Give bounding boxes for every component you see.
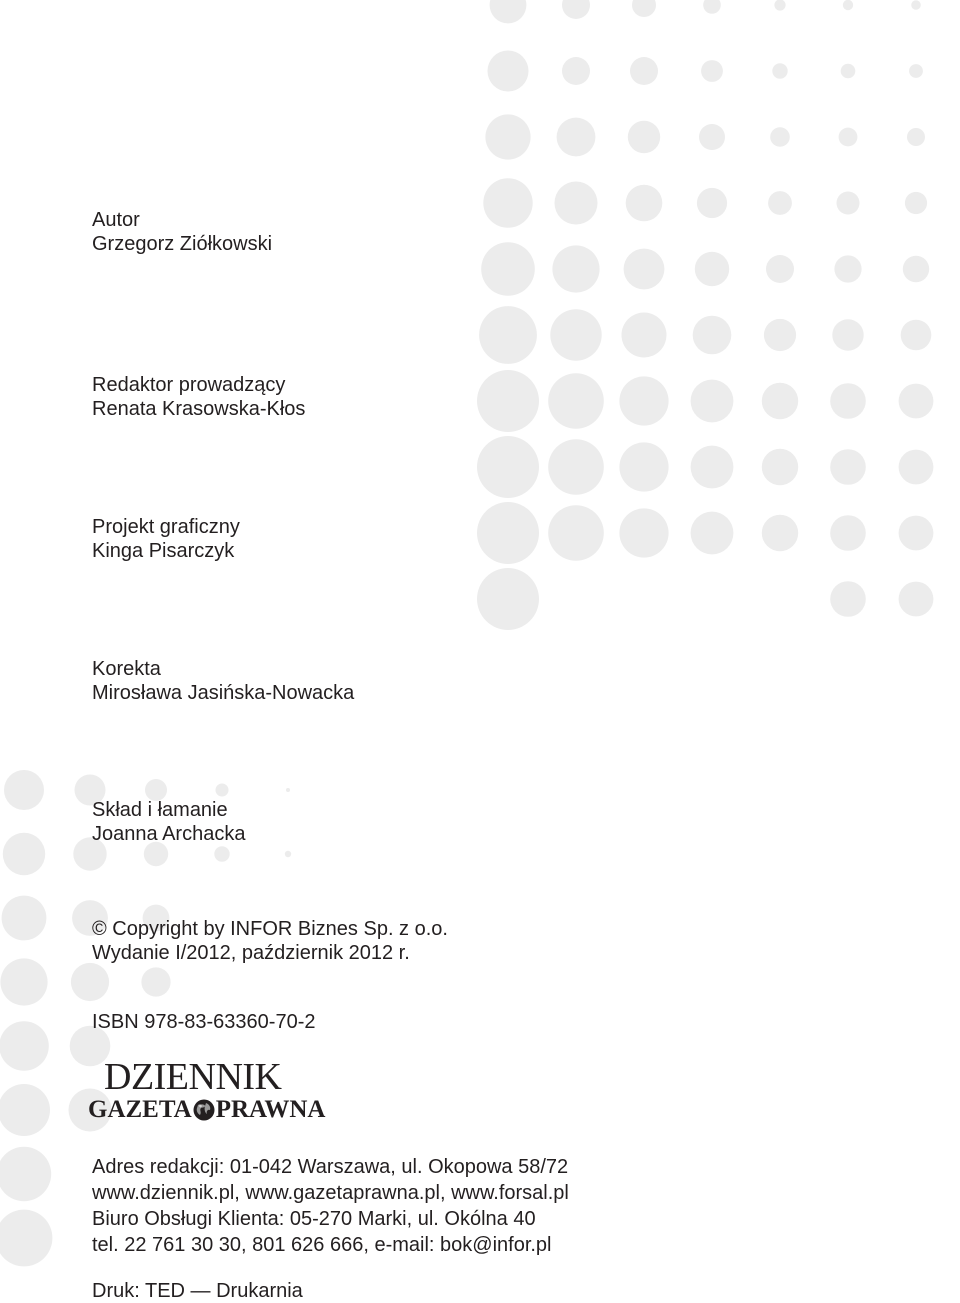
decorative-dot xyxy=(477,370,539,432)
publisher-logo xyxy=(88,1058,325,1124)
decorative-dot xyxy=(630,57,658,85)
decorative-dot xyxy=(555,182,598,225)
proofreading-name: Mirosława Jasińska-Nowacka xyxy=(92,682,355,704)
decorative-dot xyxy=(285,851,291,857)
decorative-dot xyxy=(632,0,656,17)
edition-info: Wydanie I/2012, październik 2012 r. xyxy=(92,942,410,964)
decorative-dot xyxy=(622,313,667,358)
decorative-dot xyxy=(843,0,853,10)
decorative-dot xyxy=(286,788,290,792)
decorative-dot xyxy=(562,57,590,85)
decorative-dot xyxy=(548,373,604,429)
decorative-dot xyxy=(562,0,590,19)
graphic-design-label: Projekt graficzny xyxy=(92,516,240,538)
decorative-dot xyxy=(477,436,539,498)
decorative-dot xyxy=(216,784,229,797)
decorative-dot xyxy=(830,449,866,485)
decorative-dot xyxy=(774,0,785,11)
decorative-dot xyxy=(485,114,530,159)
decorative-dot xyxy=(703,0,721,14)
websites: www.dziennik.pl, www.gazetaprawna.pl, www.forsal.pl xyxy=(92,1182,569,1204)
decorative-dot xyxy=(626,185,663,222)
isbn: ISBN 978-83-63360-70-2 xyxy=(92,1011,316,1033)
decorative-dot xyxy=(837,192,860,215)
typesetting-name: Joanna Archacka xyxy=(92,823,246,845)
author-name: Grzegorz Ziółkowski xyxy=(92,233,273,255)
decorative-dot xyxy=(548,505,604,561)
decorative-dot xyxy=(905,192,927,214)
decorative-dot xyxy=(619,376,668,425)
decorative-dot xyxy=(839,128,858,147)
decorative-dot xyxy=(770,127,790,147)
decorative-dot xyxy=(214,846,229,861)
decorative-dot xyxy=(488,51,529,92)
decorative-dot xyxy=(691,380,734,423)
decorative-dot xyxy=(141,967,170,996)
decorative-dot xyxy=(481,242,535,296)
decorative-dot xyxy=(628,121,660,153)
decorative-dot xyxy=(701,60,723,82)
managing-editor-name: Renata Krasowska-Kłos xyxy=(92,398,306,420)
decorative-dot xyxy=(762,383,798,419)
typesetting-label: Skład i łamanie xyxy=(92,799,228,821)
author-label: Autor xyxy=(92,209,140,231)
decorative-dot xyxy=(830,515,866,551)
decorative-dot xyxy=(619,508,668,557)
logo-word-prawna: PRAWNA xyxy=(215,1096,326,1123)
decorative-dot xyxy=(909,64,923,78)
copyright-notice: © Copyright by INFOR Biznes Sp. z o.o. xyxy=(92,918,448,940)
decorative-dot xyxy=(2,896,47,941)
decorative-dot xyxy=(830,383,866,419)
decorative-dot xyxy=(557,118,596,157)
decorative-dot xyxy=(490,0,527,23)
decorative-dot xyxy=(899,450,934,485)
decorative-dot xyxy=(71,963,109,1001)
decorative-dot xyxy=(0,1147,51,1201)
managing-editor-label: Redaktor prowadzący xyxy=(92,374,286,396)
decorative-dot xyxy=(764,319,796,351)
decorative-dot xyxy=(548,439,604,495)
decorative-dot xyxy=(624,249,665,290)
graphic-design-name: Kinga Pisarczyk xyxy=(92,540,235,562)
logo-line-dziennik: DZIENNIK xyxy=(104,1056,282,1098)
decorative-dot xyxy=(762,449,798,485)
decorative-dot xyxy=(0,958,47,1005)
decorative-dot xyxy=(772,63,787,78)
logo-word-gazeta: GAZETA xyxy=(88,1096,192,1123)
decorative-dot xyxy=(899,582,934,617)
phone-email: tel. 22 761 30 30, 801 626 666, e-mail: bok@infor.pl xyxy=(92,1234,552,1256)
proofreading-label: Korekta xyxy=(92,658,161,680)
decorative-dot xyxy=(0,1084,50,1136)
decorative-dot xyxy=(911,0,921,10)
decorative-dot xyxy=(901,320,932,351)
decorative-dot xyxy=(693,316,732,355)
globe-icon xyxy=(193,1099,215,1121)
decorative-dot xyxy=(619,442,668,491)
editorial-address: Adres redakcji: 01-042 Warszawa, ul. Okopowa 58/72 xyxy=(92,1156,569,1178)
decorative-dot xyxy=(762,515,798,551)
decorative-dot xyxy=(768,191,792,215)
decorative-dot xyxy=(699,124,725,150)
decorative-dot xyxy=(841,64,856,79)
decorative-dot xyxy=(550,309,601,360)
decorative-dot xyxy=(477,568,539,630)
decorative-dot xyxy=(766,255,794,283)
decorative-dot xyxy=(697,188,727,218)
decorative-dot xyxy=(899,384,934,419)
decorative-dot xyxy=(483,178,532,227)
decorative-dot xyxy=(899,516,934,551)
decorative-dot xyxy=(695,252,729,286)
decorative-dot xyxy=(830,581,866,617)
decorative-dot xyxy=(691,512,734,555)
decorative-dot xyxy=(832,319,863,350)
decorative-dot xyxy=(552,245,599,292)
decorative-dot xyxy=(3,833,45,875)
decorative-dot xyxy=(834,255,861,282)
decorative-dot xyxy=(477,502,539,564)
logo-line-gazeta-prawna xyxy=(88,1096,325,1124)
decorative-dot xyxy=(907,128,925,146)
decorative-dot xyxy=(0,1210,52,1267)
customer-office: Biuro Obsługi Klienta: 05-270 Marki, ul. Okólna 40 xyxy=(92,1208,536,1230)
decorative-dot xyxy=(903,256,929,282)
decorative-dot xyxy=(0,1021,49,1071)
decorative-dot xyxy=(691,446,734,489)
printing-info: Druk: TED — Drukarnia xyxy=(92,1280,303,1302)
decorative-dot xyxy=(4,770,44,810)
decorative-dot xyxy=(479,306,537,364)
